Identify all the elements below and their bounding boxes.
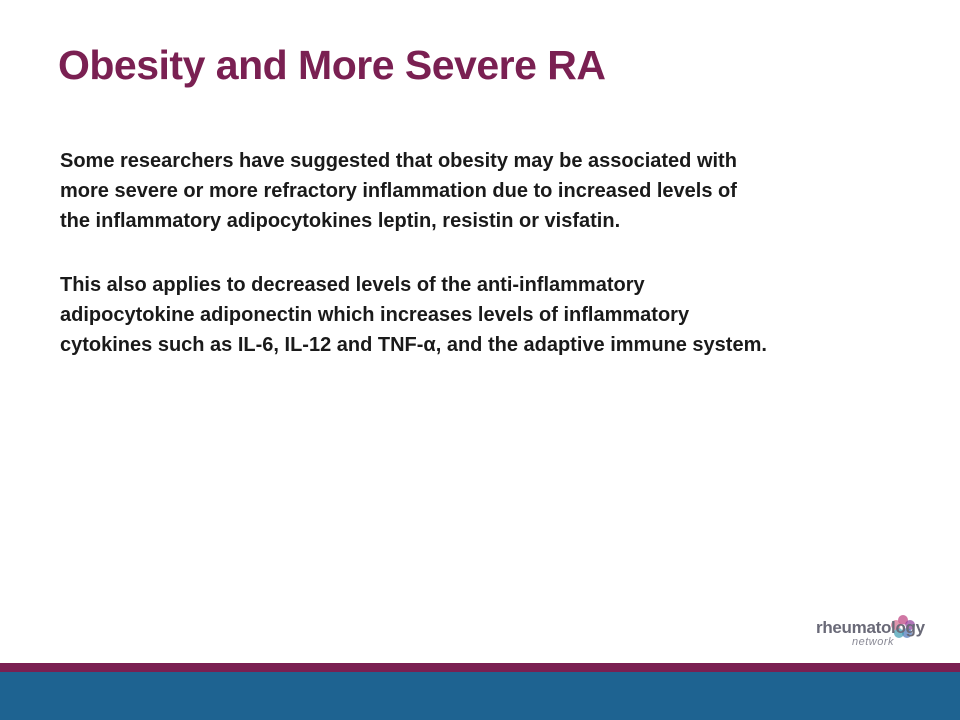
footer-stripe <box>0 663 960 672</box>
paragraph-2: This also applies to decreased levels of the anti-inflammatory adipocytokine adiponectin which increases levels of inflammatory cytokines such as IL-6, IL-12 and TNF-α, and the adaptive immune system. <box>60 274 767 356</box>
logo-subtext: network <box>852 636 895 648</box>
rheumatology-network-logo <box>816 618 932 650</box>
slide-body <box>60 146 940 394</box>
slide-title: Obesity and More Severe RA <box>58 42 606 88</box>
logo-text: rheumatology <box>816 618 925 637</box>
paragraph-1: Some researchers have suggested that obesity may be associated with more severe or more refractory inflammation due to increased levels of the inflammatory adipocytokines leptin, resistin or visfatin. <box>60 150 737 232</box>
footer-band <box>0 672 960 720</box>
